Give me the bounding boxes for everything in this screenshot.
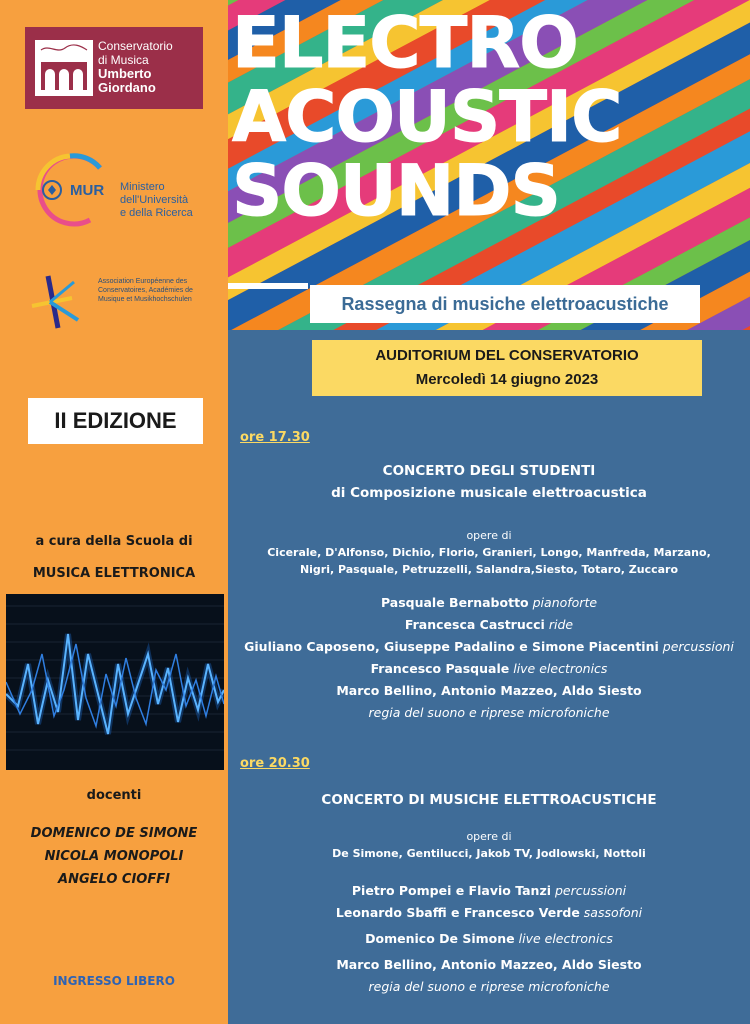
docenti-heading: docenti bbox=[86, 788, 142, 803]
venue-date: Mercoledì 14 giugno 2023 bbox=[415, 371, 599, 388]
concert2-title: CONCERTO DI MUSICHE ELETTROACUSTICHE bbox=[321, 792, 657, 808]
conservatorio-name-line: Giordano bbox=[98, 80, 156, 95]
title-line: ELECTRO bbox=[232, 2, 578, 84]
performer-role: ride bbox=[548, 617, 574, 632]
sound-team bbox=[228, 954, 750, 976]
performer-role: pianoforte bbox=[532, 595, 598, 610]
concert2-performers bbox=[228, 880, 750, 998]
main-title bbox=[232, 2, 750, 232]
docente-name: NICOLA MONOPOLI bbox=[44, 849, 184, 864]
curated-line: a cura della Scuola di bbox=[35, 534, 193, 549]
works-label: opere di bbox=[466, 529, 512, 542]
performer-role: percussioni bbox=[554, 883, 627, 898]
curated-line: MUSICA ELETTRONICA bbox=[32, 566, 196, 581]
conservatorio-name-line: Umberto bbox=[98, 66, 152, 81]
performer-line bbox=[228, 636, 750, 658]
docenti-list bbox=[0, 822, 228, 891]
waveform-graphic bbox=[6, 594, 224, 770]
conservatorio-name-line: di Musica bbox=[98, 53, 149, 67]
docente-name: DOMENICO DE SIMONE bbox=[30, 826, 198, 841]
mur-desc-line: dell'Università bbox=[120, 194, 189, 206]
performer-line bbox=[228, 614, 750, 636]
concert2-time: ore 20.30 bbox=[240, 756, 310, 771]
concert1-subtitle: di Composizione musicale elettroacustica bbox=[331, 485, 647, 501]
sound-team bbox=[228, 680, 750, 702]
aec-desc-line: Musique et Musikhochschulen bbox=[98, 296, 192, 303]
aec-logo bbox=[28, 272, 224, 332]
free-entry-note: INGRESSO LIBERO bbox=[53, 974, 175, 988]
performer-role: live electronics bbox=[513, 661, 608, 676]
performer-names: Pasquale Bernabotto bbox=[380, 595, 529, 610]
concert1-title: CONCERTO DEGLI STUDENTI bbox=[382, 463, 596, 479]
performer-line bbox=[228, 880, 750, 902]
concert2-works bbox=[228, 828, 750, 862]
edition-badge: II EDIZIONE bbox=[28, 398, 203, 444]
performer-line bbox=[228, 592, 750, 614]
concert1-time: ore 17.30 bbox=[240, 430, 310, 445]
performer-role: sassofoni bbox=[583, 905, 643, 920]
concert1-performers bbox=[228, 592, 750, 724]
subtitle: Rassegna di musiche elettroacustiche bbox=[310, 285, 700, 323]
sound-names: Marco Bellino, Antonio Mazzeo, Aldo Siesto bbox=[336, 957, 642, 972]
curated-by bbox=[0, 526, 228, 590]
performer-names: Francesco Pasquale bbox=[370, 661, 510, 676]
works-label: opere di bbox=[466, 830, 512, 843]
mur-name: MUR bbox=[70, 182, 105, 199]
mur-description bbox=[120, 181, 193, 220]
performer-line bbox=[228, 902, 750, 924]
performer-names: Pietro Pompei e Flavio Tanzi bbox=[351, 883, 551, 898]
venue-place: AUDITORIUM DEL CONSERVATORIO bbox=[375, 347, 639, 364]
mur-logo bbox=[30, 150, 220, 230]
waveform-image bbox=[6, 594, 224, 770]
sound-role-line bbox=[228, 976, 750, 998]
performer-line bbox=[228, 928, 750, 950]
aec-description bbox=[98, 277, 193, 304]
title-line: SOUNDS bbox=[232, 150, 560, 232]
conservatorio-name-line: Conservatorio bbox=[98, 39, 173, 53]
aec-desc-line: Conservatoires, Académies de bbox=[98, 287, 193, 294]
sound-names: Marco Bellino, Antonio Mazzeo, Aldo Siesto bbox=[336, 683, 642, 698]
performer-role: live electronics bbox=[518, 931, 613, 946]
concert1-works bbox=[228, 527, 750, 578]
title-line: ACOUSTIC bbox=[232, 76, 622, 158]
performer-names: Francesca Castrucci bbox=[404, 617, 545, 632]
mur-desc-line: e della Ricerca bbox=[120, 207, 193, 219]
conservatorio-emblem-icon bbox=[35, 40, 93, 96]
performer-names: Leonardo Sbaffi e Francesco Verde bbox=[335, 905, 580, 920]
mur-desc-line: Ministero bbox=[120, 181, 165, 193]
performer-line bbox=[228, 658, 750, 680]
aec-emblem-icon bbox=[28, 272, 92, 332]
performer-names: Giuliano Caposeno, Giuseppe Padalino e Simone Piacentini bbox=[244, 639, 659, 654]
sound-role: regia del suono e riprese microfoniche bbox=[368, 705, 610, 720]
venue-box bbox=[312, 340, 702, 396]
performer-names: Domenico De Simone bbox=[365, 931, 515, 946]
composers-line: De Simone, Gentilucci, Jakob TV, Jodlowski, Nottoli bbox=[332, 847, 646, 860]
composers-line: Nigri, Pasquale, Petruzzelli, Salandra,Siesto, Totaro, Zuccaro bbox=[299, 563, 679, 576]
aec-desc-line: Association Européenne des bbox=[98, 278, 188, 285]
concert1-heading bbox=[228, 460, 750, 504]
composers-line: Cicerale, D'Alfonso, Dichio, Florio, Granieri, Longo, Manfreda, Marzano, bbox=[267, 546, 711, 559]
conservatorio-logo bbox=[25, 27, 203, 109]
sound-role-line bbox=[228, 702, 750, 724]
sound-role: regia del suono e riprese microfoniche bbox=[368, 979, 610, 994]
docente-name: ANGELO CIOFFI bbox=[58, 872, 170, 887]
performer-role: percussioni bbox=[662, 639, 734, 654]
concert2-heading bbox=[228, 789, 750, 811]
